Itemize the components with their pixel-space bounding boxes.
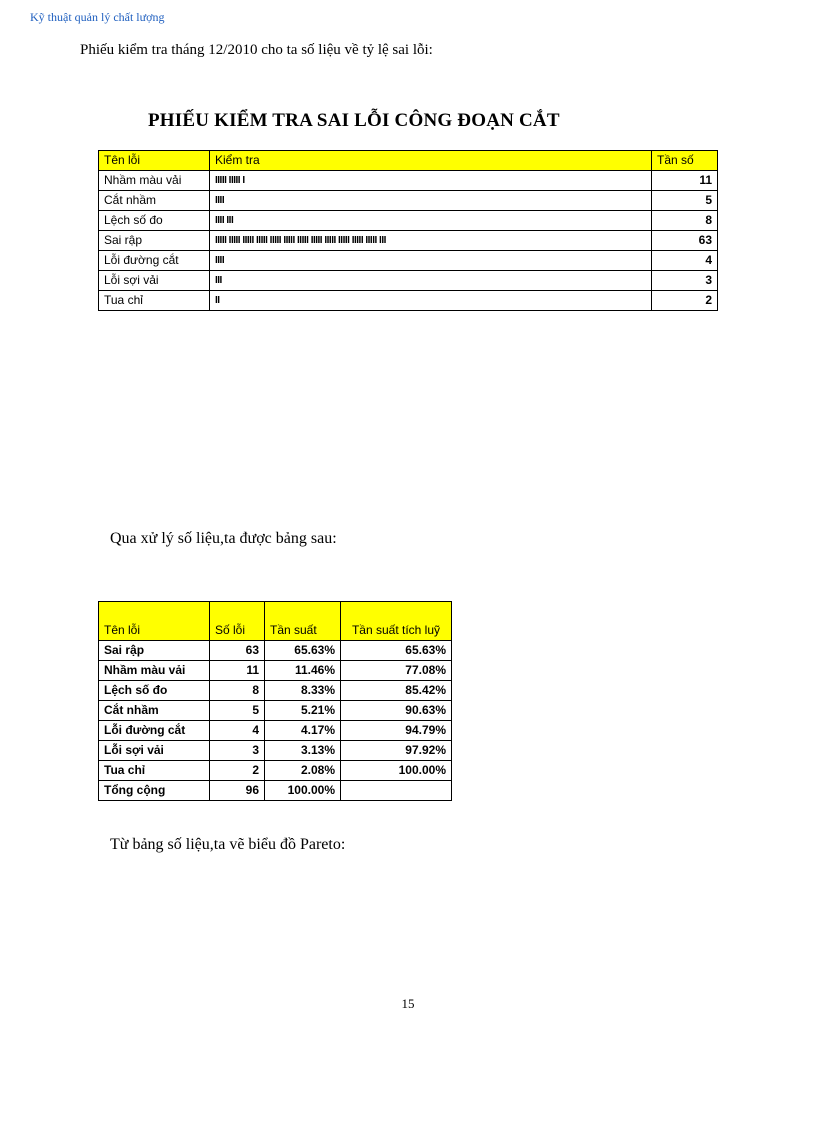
col-header-defect-name: Tên lỗi — [99, 602, 210, 641]
frequency-value: 8.33% — [265, 681, 341, 701]
pareto-paragraph: Từ bảng số liệu,ta vẽ biểu đồ Pareto: — [110, 836, 346, 853]
tally-marks: II — [210, 291, 652, 311]
table-row — [99, 251, 718, 271]
summary-table-header-row — [99, 602, 452, 641]
summary-table — [98, 601, 452, 801]
count-value: 2 — [210, 761, 265, 781]
table-row — [99, 191, 718, 211]
defect-name: Lỗi đường cắt — [99, 251, 210, 271]
table-row — [99, 291, 718, 311]
table-row — [99, 661, 452, 681]
count-value: 8 — [210, 681, 265, 701]
count-value: 11 — [210, 661, 265, 681]
cumulative-value: 65.63% — [341, 641, 452, 661]
tally-marks: III — [210, 271, 652, 291]
defect-name: Lệch số đo — [99, 681, 210, 701]
table-row — [99, 171, 718, 191]
frequency-value: 8 — [652, 211, 718, 231]
tally-marks: IIII — [210, 191, 652, 211]
col-header-defect-name: Tên lỗi — [99, 151, 210, 171]
cumulative-value: 94.79% — [341, 721, 452, 741]
frequency-value: 4 — [652, 251, 718, 271]
defect-name: Tua chỉ — [99, 291, 210, 311]
frequency-value: 5 — [652, 191, 718, 211]
tally-marks: IIII III — [210, 211, 652, 231]
frequency-value: 2 — [652, 291, 718, 311]
cumulative-value: 100.00% — [341, 761, 452, 781]
col-header-cumulative: Tần suất tích luỹ — [341, 602, 452, 641]
col-header-frequency: Tần số — [652, 151, 718, 171]
defect-name: Nhầm màu vải — [99, 171, 210, 191]
table-row — [99, 211, 718, 231]
table-row — [99, 681, 452, 701]
check-sheet-table — [98, 150, 718, 311]
intro-paragraph: Phiếu kiểm tra tháng 12/2010 cho ta số liệu về tỷ lệ sai lỗi: — [80, 42, 433, 58]
count-value: 4 — [210, 721, 265, 741]
total-row — [99, 781, 452, 801]
defect-name: Cắt nhầm — [99, 701, 210, 721]
defect-name: Lệch số đo — [99, 211, 210, 231]
frequency-value: 65.63% — [265, 641, 341, 661]
frequency-value: 5.21% — [265, 701, 341, 721]
frequency-value: 2.08% — [265, 761, 341, 781]
defect-name: Tua chỉ — [99, 761, 210, 781]
table-row — [99, 231, 718, 251]
total-count: 96 — [210, 781, 265, 801]
col-header-frequency: Tần suất — [265, 602, 341, 641]
count-value: 63 — [210, 641, 265, 661]
col-header-count: Số lỗi — [210, 602, 265, 641]
tally-marks: IIII — [210, 251, 652, 271]
table-row — [99, 701, 452, 721]
tally-marks: IIIII IIIII I — [210, 171, 652, 191]
total-cumulative — [341, 781, 452, 801]
defect-name: Sai rập — [99, 231, 210, 251]
frequency-value: 11.46% — [265, 661, 341, 681]
processing-paragraph: Qua xử lý số liệu,ta được bảng sau: — [110, 530, 337, 547]
check-table-header-row — [99, 151, 718, 171]
cumulative-value: 90.63% — [341, 701, 452, 721]
defect-name: Nhầm màu vải — [99, 661, 210, 681]
cumulative-value: 97.92% — [341, 741, 452, 761]
defect-name: Lỗi đường cắt — [99, 721, 210, 741]
cumulative-value: 77.08% — [341, 661, 452, 681]
frequency-value: 3.13% — [265, 741, 341, 761]
check-sheet-title: PHIẾU KIỂM TRA SAI LỖI CÔNG ĐOẠN CẮT — [148, 110, 560, 131]
frequency-value: 63 — [652, 231, 718, 251]
table-row — [99, 641, 452, 661]
count-value: 3 — [210, 741, 265, 761]
frequency-value: 3 — [652, 271, 718, 291]
defect-name: Cắt nhầm — [99, 191, 210, 211]
tally-marks: IIIII IIIII IIIII IIIII IIIII IIIII IIIII IIIII IIIII IIIII IIIII IIIII III — [210, 231, 652, 251]
page-number: 15 — [401, 996, 415, 1011]
running-header: Kỹ thuật quản lý chất lượng — [30, 10, 165, 24]
frequency-value: 4.17% — [265, 721, 341, 741]
defect-name: Sai rập — [99, 641, 210, 661]
table-row — [99, 271, 718, 291]
table-row — [99, 741, 452, 761]
table-row — [99, 721, 452, 741]
total-frequency: 100.00% — [265, 781, 341, 801]
frequency-value: 11 — [652, 171, 718, 191]
count-value: 5 — [210, 701, 265, 721]
col-header-tally: Kiểm tra — [210, 151, 652, 171]
defect-name: Lỗi sợi vải — [99, 271, 210, 291]
cumulative-value: 85.42% — [341, 681, 452, 701]
defect-name: Lỗi sợi vải — [99, 741, 210, 761]
total-label: Tổng cộng — [99, 781, 210, 801]
table-row — [99, 761, 452, 781]
